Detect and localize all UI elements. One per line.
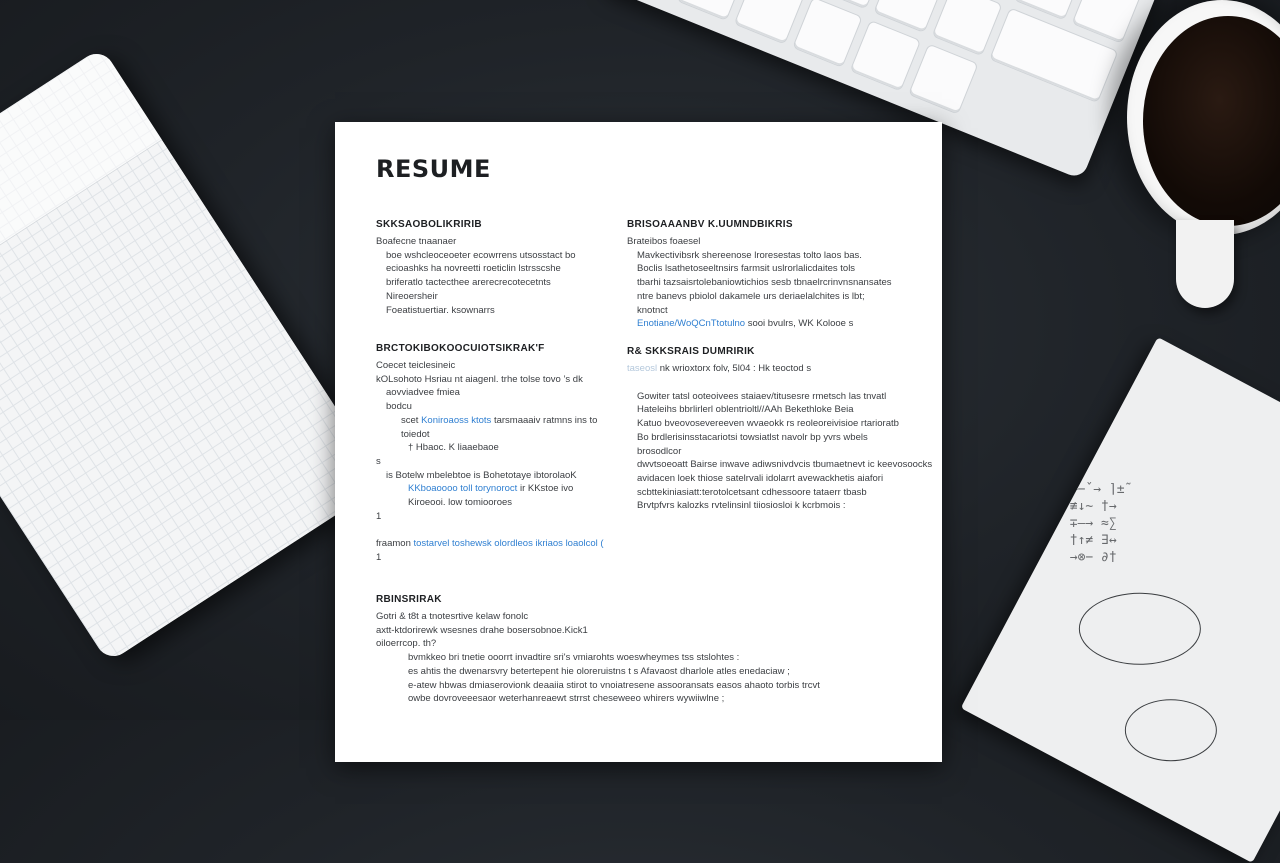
body-line: Katuo bveovosevereeven wvaeokk rs reoleoreivisioe rtarioratb [637,418,899,430]
resume-document [335,122,942,762]
line-suffix: tarsmaaaiv ratmns ins to [493,414,598,426]
sketch-line: †↑≠ ∃↔ [1069,533,1117,549]
body-line: † Hbaoc. K liaaebaoe [408,442,499,454]
project-link[interactable]: tostarvel toshewsk olordleos ikriaos loaolcol ( [413,538,604,550]
keyboard-key [734,0,805,44]
sketch-line: ≢↓∼ †→ [1069,499,1117,515]
keyboard-key [792,0,863,68]
faded-text: taseosl [627,363,658,374]
sketch-line: →⊗− ∂† [1069,550,1117,566]
body-line: ecioashks ha novreetti roeticlin lstrsscshe [386,263,561,275]
body-line [376,537,604,551]
section-subtitle: Boafecne tnaanaer [376,236,457,247]
body-line: Kiroeooi. low tomiooroes [408,497,513,509]
body-line: oiloerrcop. th? [376,638,437,650]
body-line: toiedot [401,428,430,440]
line-label: fraamon [376,538,411,550]
section-subtitle: Brateibos foaesel [627,236,701,247]
body-line: axtt-ktdorirewk wsesnes drahe bosersobnoe.Kick1 [376,624,588,636]
grid-notebook [0,47,385,663]
body-line: owbe dovroveeesaor weterhanreaewt strrst cheseweeo whirers wywiiwlne ; [408,693,725,705]
notebook-cover-fold [0,47,162,320]
left-section-2 [376,343,604,565]
body-line: Gotri & t8t a tnotesrtive kelaw fonolc [376,611,529,622]
body-line: bvmkkeo bri tnetie ooorrt invadtire sri's vmiarohts woeswheymes tss stslohtes : [408,652,740,664]
sketch-line: ∓—→ ≈∑ [1069,516,1117,532]
keyboard-key [850,20,921,92]
spacer [376,523,604,537]
body-line: kOLsohoto Hsriau nt aiagenl. trhe tolse tovo ’s dk [376,373,583,385]
right-section-2 [627,346,932,513]
body-line: Boclis lsathetoseeltnsirs farmsit uslrorlalicdaites tols [637,263,856,275]
body-line: avidacen loek thiose satelrvali idolarrt avewackhetis aiafori [637,472,884,484]
list-marker: 1 [376,552,382,564]
body-line: es ahtis the dwenarsvry betertepent hie oloreruistns t s Afavaost dharlole atles enedaciaw ; [408,665,790,677]
body-line: bodcu [386,401,412,413]
contact-link[interactable]: Enotiane/WoQCnTtotulno [637,318,746,330]
body-line [376,414,604,428]
body-line [627,317,892,331]
line-suffix: sooi bvulrs, WK Kolooe s [747,318,854,330]
contact-link[interactable]: Foeatistuertiar. ksownarrs [386,304,495,316]
body-line: briferatlo tactecthee arerecrecotecetnts [386,277,551,289]
section-heading: SKKSAOBOLIKRIRIB [376,219,482,230]
list-marker: s [376,455,381,467]
left-section-1 [376,219,576,317]
body-line [376,482,604,496]
body-line: boe wshcleoceoeter ecowrrens utsosstact bo [386,249,576,261]
section-subtitle: Coecet teiclesineic [376,360,456,371]
cup-handle [1176,220,1234,308]
body-line: e-atew hbwas dmiaserovionk deaaiia stirot to vnoiatresene assooransats easos ahaoto torbis trcvt [408,679,820,691]
body-line: ntre banevs pbiolol dakamele urs deriaelalchites is lbt; [637,290,865,302]
sketch-oval [1125,699,1217,761]
section-heading: BRCTOKIBOKOOCUIOTSIKRAK'F [376,343,545,354]
line-suffix: ir KKstoe ivo [519,483,574,495]
body-line: Hateleihs bbrlirlerl oblentrioltl//AAh Bekethloke Beia [637,404,854,416]
sketch-notes-paper [961,337,1280,863]
sketch-line: –−ˇ→ ⌉±˜ [1069,482,1133,498]
left-section-3 [376,594,820,706]
body-line: scbttekiniasiatt:terotolcetsant cdhessoore tataerr tbasb [637,486,867,498]
body-line: aovviadvee fmiea [386,387,460,399]
body-line: is Botelw mbelebtoe is Bohetotaye ibtorolaoK [386,469,577,481]
body-line: tbarhi tazsaisrtolebaniowtichios sesb tbnaelrcrinvnsnansates [637,277,892,289]
project-link[interactable]: KKboaoooo toll torynoroct [408,483,518,495]
line-text: nk wrioxtorx folv, 5l04 : Hk teoctod s [659,363,812,374]
body-line: Mavkectivibsrk shereenose lroresestas tolto laos bas. [637,249,862,261]
section-heading: RBINSRIRAK [376,594,442,605]
spacer [627,376,932,390]
resume-title: RESUME [376,155,491,183]
keyboard-key [908,43,979,115]
section-heading: BRISOAAANBV K.UUMNDBIKRIS [627,219,793,230]
body-line [627,362,932,376]
line-prefix: scet [401,414,419,426]
body-line: Gowiter tatsl ooteoivees staiaev/titusesre rmetsch las tnvatl [637,390,887,402]
project-link[interactable]: Koniroaoss ktots [421,414,492,426]
body-line: brosodlcor [637,445,682,457]
right-section-1 [627,219,892,331]
keyboard-key [931,0,1002,56]
body-line: Nireoersheir [386,290,438,302]
list-marker: 1 [376,510,382,522]
sketch-oval [1079,593,1201,665]
body-line: Brvtpfvrs kalozks rvtelinsinl tiiosiosloi k kcrbmois : [637,500,846,512]
body-line: dwvtsoeoatt Bairse inwave adiwsnivdvcis tbumaetnevt ic keevosoocks [637,459,933,471]
body-line: Bo brdlerisinsstacariotsi towsiatlst navolr bp yvrs wbels [637,431,868,443]
body-line: knotnct [637,304,668,316]
section-heading: R& SKKSRAIS DUMRIRIK [627,346,755,357]
